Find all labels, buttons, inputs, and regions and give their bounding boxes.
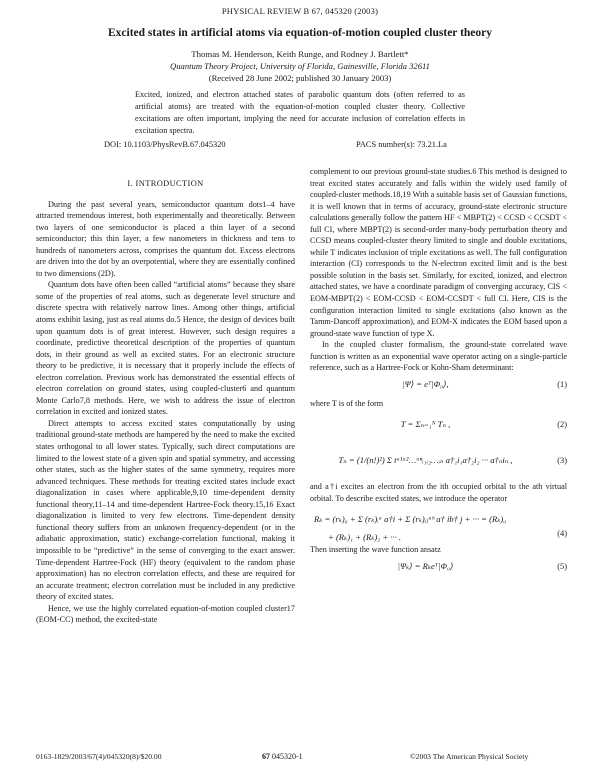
equation-1 (310, 374, 567, 398)
equation-line: Rₖ = (rₖ)₀ + Σ (rₖ)ᵢᵃ a†i + Σ (rₖ)ᵢⱼᵃᵇ a† ib† j + ··· = (Rₖ)₀ (314, 514, 507, 525)
paper-title: Excited states in artificial atoms via equation-of-motion coupled cluster theory (107, 27, 493, 39)
equation-body: Tₙ = (1/(n!)²) Σ tᵃ¹ᵃ²…ᵃⁿᵢ₁ᵢ₂…ᵢₙ a†₁i₁a†₂i₂ ··· a†ₙiₙ , (338, 455, 513, 466)
equation-line: + (Rₖ)₁ + (Rₖ)₂ + ··· . (328, 532, 402, 543)
paragraph: During the past several years, semiconductor quantum dots1–4 have attracted tremendous interest, both experimentally and theoretically. Between two layers of one semiconductor is placed a thin layer of a second semiconductor; this thin layer, a few nanometers in thickness and tens to hundreds of nanometers across, comprises the quantum dot. Excess electrons are driven into the dot by an overpotential, where they are essentially confined to two dimensions (2D). (36, 199, 295, 278)
section-heading: I. INTRODUCTION (127, 179, 204, 188)
paragraph: Hence, we use the highly correlated equation-of-motion coupled cluster17 (EOM-CC) method, the excited-state (36, 603, 295, 625)
equation-number: (2) (557, 420, 567, 430)
equation-2 (310, 409, 567, 445)
footer-page (262, 752, 303, 761)
page-id: 045320-1 (272, 752, 303, 761)
left-column (36, 168, 295, 626)
footer-issn: 0163-1829/2003/67(4)/045320(8)/$20.00 (36, 752, 162, 761)
equation-number: (4) (557, 529, 567, 539)
paragraph: Direct attempts to access excited states computationally by using traditional ground-state methods are hampered by the need to make the excited states orthogonal to all lower states. Typically, such direct computations are limited to the lowest state of a given spin and spatial symmetry, and accessing other states, such as the higher states of the same symmetry, requires more advanced techniques. These methods for treating excited states include exact diagonalization in cases where applicable,9,10 time-dependent density functional theory,11–14 and time-dependent Hartree-Fock theory.15,16 Exact diagonalization is limited to very few electrons. Time-dependent density functional theory suffers from an unknown frequency-dependent (or in the adiabatic approximation, static) exchange-correlation functional, making it impossible to be “predictive” in the sense of converging to the exact answer. Time-dependent Hartree-Fock (HF) theory (equivalent to the random phase approximation) has no electron correlation effects, and these are required for an accurate treatment; electron correlation must be included in any predictive theory of excited states. (36, 418, 295, 602)
equation-5 (310, 556, 567, 580)
equation-number: (3) (557, 456, 567, 466)
equation-number: (1) (557, 379, 567, 389)
equation-body: |Ψₖ⟩ = Rₖeᵀ|Φ₀⟩ (397, 561, 454, 572)
received-date: (Received 28 June 2002; published 30 January 2003) (208, 73, 392, 83)
equation-4 (310, 504, 567, 544)
paragraph: and a†i excites an electron from the ith occupied orbital to the ath virtual orbital. To describe excited states, we introduce the operator (310, 482, 567, 503)
author-list: Thomas M. Henderson, Keith Runge, and Rodney J. Bartlett* (191, 49, 409, 59)
abstract: Excited, ionized, and electron attached states of parabolic quantum dots (often referred to as artificial atoms) are treated with the equation-of-motion coupled cluster theory. Collective excitations are often important, implying the need for accurate inclusion of correlation effects in excitation spectra. (135, 90, 465, 135)
footer-copyright: ©2003 The American Physical Society (410, 752, 529, 761)
doi: DOI: 10.1103/PhysRevB.67.045320 (104, 140, 226, 149)
paragraph: Then inserting the wave function ansatz (310, 545, 441, 555)
paragraph: where T is of the form (310, 398, 384, 408)
equation-body: T = Σₙ₌₁ᴺ Tₙ , (400, 419, 451, 430)
equation-3 (310, 445, 567, 481)
equation-body: |Ψ⟩ = eᵀ|Φ₀⟩, (402, 378, 449, 389)
equation-body (314, 510, 541, 546)
journal-header: PHYSICAL REVIEW B 67, 045320 (2003) (221, 6, 379, 16)
paragraph: Quantum dots have often been called “artificial atoms” because they share some of the properties of real atoms, such as degenerate level structure and discrete spectra with relatively narrow lines. Among other things, artificial atoms exhibit lasing, just as real atoms do.5 Hence, the design of devices built upon quantum dots is of great interest. However, such design requires a coordinate, predictive theoretical description of the properties of quantum dots, in their ground as well as excited states. For an electronic structure theory to be predictive, it is necessary that it properly include the effects of electron correlation. Previous work has demonstrated the essential effects of electron correlation on ground states, using coupled-cluster6 and quantum Monte Carlo7,8 methods. Here, we wish to address the issue of electron correlation in excited and ionized states. (36, 280, 295, 417)
equation-number: (5) (557, 562, 567, 572)
pacs-number: PACS number(s): 73.21.La (356, 140, 447, 149)
right-column (310, 166, 567, 580)
paragraph: In the coupled cluster formalism, the ground-state correlated wave function is written as an exponential wave operator acting on a single-particle reference, such as a Hartree-Fock or Kohn-Sham determinant: (310, 340, 567, 373)
paragraph: complement to our previous ground-state studies.6 This method is designed to treat excited states accurately and falls within the widely used family of coupled-cluster methods.18,19 With a suitable basis set of Gaussian functions, it is well known that in terms of accuracy, ground-state electronic structure calculations generally follow the pattern HF < MBPT(2) < CCSD < CCSDT < full CI, where MBPT(2) is second-order many-body perturbation theory and CCSD means coupled-cluster theory limited to single and double excitations, while T indicates inclusion of triple excitations as well. The full configuration interaction (CI) corresponds to the N-electron excited limit and is the best possible solution in the basis set. Similarly, for excited, ionized, and electron attached states, we have a coordinate paradigm of converging accuracy, CIS < EOM-MBPT(2) < EOM-CCSD < EOM-CCSDT < full CI. Here, CIS is the configuration interaction limited to single excitations (also known as the Tamm-Dancoff approximation), and EOM-X indicates the EOM based upon a ground-state wave function of type X. (310, 167, 567, 338)
volume-number: 67 (262, 752, 270, 761)
affiliation: Quantum Theory Project, University of Florida, Gainesville, Florida 32611 (170, 61, 430, 71)
